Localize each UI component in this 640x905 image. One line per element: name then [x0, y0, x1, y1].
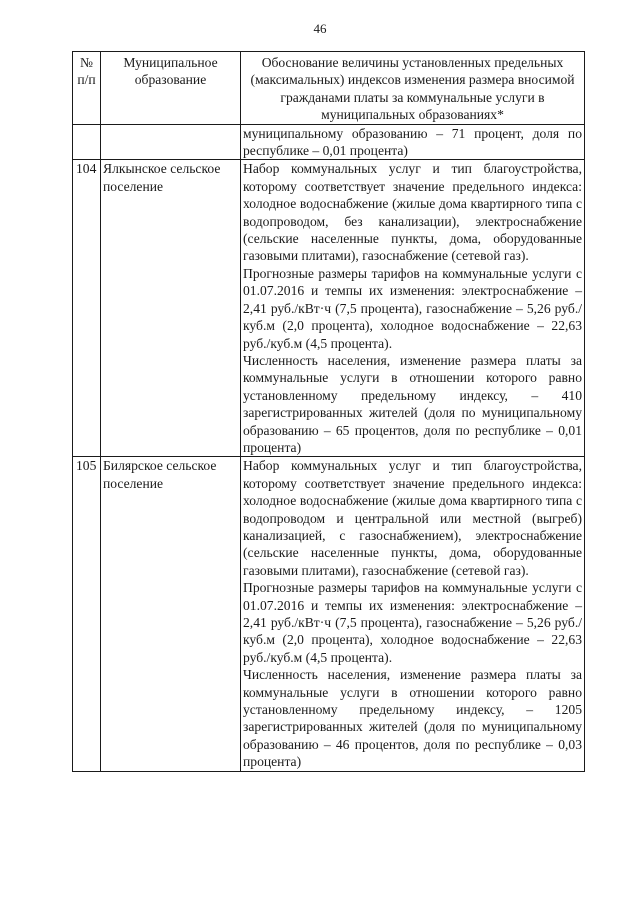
row-justification [241, 457, 585, 771]
population-paragraph: Численность населения, изменение размера платы за коммунальные услуги в отношении которого равно установленному предельному индексу, – 1205 зарегистрированных жителей (доля по муниципальному образованию – 46 процентов, доля по республике – 0,03 процента) [243, 667, 582, 770]
row-num: 104 [73, 160, 101, 457]
continuation-num [73, 124, 101, 160]
tariffs-paragraph: Прогнозные размеры тарифов на коммунальные услуги с 01.07.2016 и темпы их изменения: электроснабжение – 2,41 руб./кВт·ч (7,5 процента), газоснабжение – 5,26 руб./куб.м (2,0 процента), холодное водоснабжение – 22,63 руб./куб.м (4,5 процента). [243, 265, 582, 351]
continuation-text: муниципальному образованию – 71 процент, доля по республике – 0,01 процента) [241, 124, 585, 160]
continuation-row [73, 124, 585, 160]
row-municipality: Ялкынское сельское поселение [101, 160, 241, 457]
row-justification [241, 160, 585, 457]
tariff-index-table [72, 51, 585, 772]
table-header-row [73, 52, 585, 125]
header-justification: Обоснование величины установленных предельных (максимальных) индексов изменения размера вносимой гражданами платы за коммунальные услуги в муниципальных образованиях* [241, 52, 585, 125]
header-num: № п/п [73, 52, 101, 125]
continuation-municipality [101, 124, 241, 160]
row-municipality: Билярское сельское поселение [101, 457, 241, 771]
services-paragraph: Набор коммунальных услуг и тип благоустройства, которому соответствует значение предельного индекса: холодное водоснабжение (жилые дома квартирного типа с водопроводом и центральной или местной (выгреб) канализацией, с газоснабжением), электроснабжение (сельские населенные пункты, дома, оборудованные газовыми плитами), газоснабжение (сетевой газ). [243, 458, 582, 578]
services-paragraph: Набор коммунальных услуг и тип благоустройства, которому соответствует значение предельного индекса: холодное водоснабжение (жилые дома квартирного типа с водопроводом, без канализации), электроснабжение (сельские населенные пункты, дома, оборудованные газовыми плитами), газоснабжение (сетевой газ). [243, 161, 582, 264]
table-row [73, 457, 585, 771]
page-number: 46 [313, 21, 327, 36]
population-paragraph: Численность населения, изменение размера платы за коммунальные услуги в отношении которого равно установленному предельному индексу, – 410 зарегистрированных жителей (доля по муниципальному образованию – 65 процентов, доля по республике – 0,01 процента) [243, 352, 582, 455]
table-row [73, 160, 585, 457]
row-num: 105 [73, 457, 101, 771]
tariffs-paragraph: Прогнозные размеры тарифов на коммунальные услуги с 01.07.2016 и темпы их изменения: электроснабжение – 2,41 руб./кВт·ч (7,5 процента), газоснабжение – 5,26 руб./куб.м (2,0 процента), холодное водоснабжение – 22,63 руб./куб.м (4,5 процента). [243, 580, 582, 665]
header-municipality: Муниципальное образование [101, 52, 241, 125]
